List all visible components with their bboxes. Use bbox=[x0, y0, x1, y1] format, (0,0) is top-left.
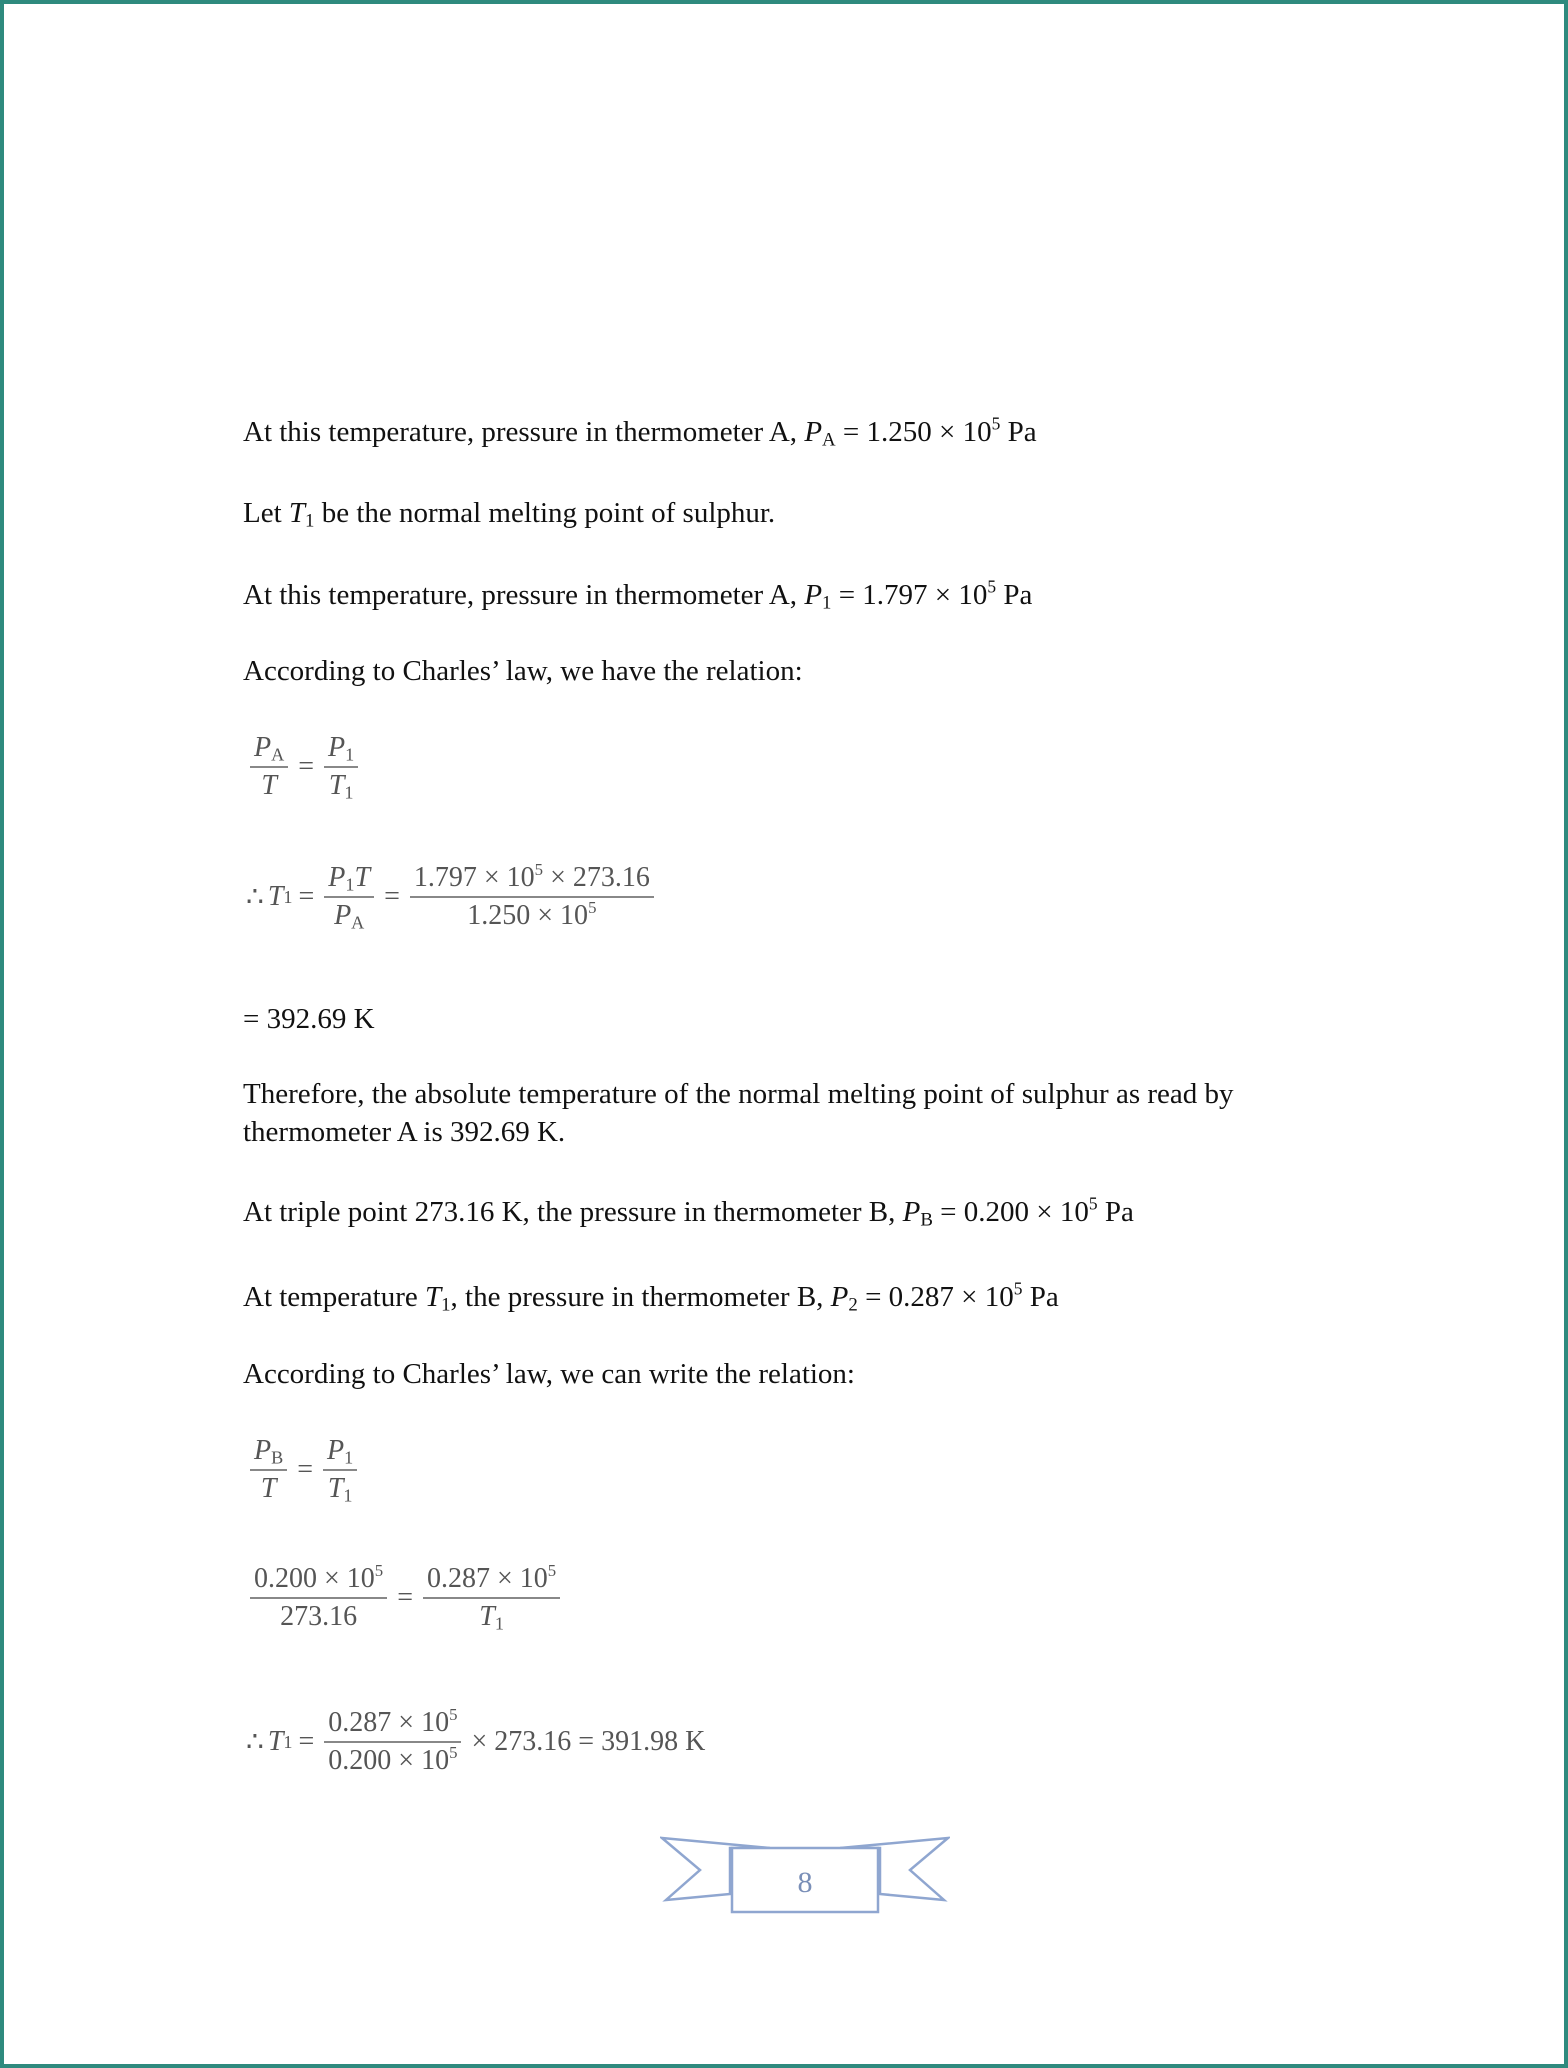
text: = 0.200 × 10 bbox=[932, 1196, 1089, 1228]
var: T bbox=[354, 862, 371, 893]
result-t1-a: = 392.69 K bbox=[243, 1003, 375, 1035]
var: P bbox=[327, 1435, 345, 1466]
var: P bbox=[328, 862, 346, 893]
text: Pa bbox=[1022, 1281, 1059, 1313]
text: 1.797 × 10 bbox=[413, 862, 535, 893]
paragraph-let-t1 bbox=[243, 494, 775, 532]
sup: 5 bbox=[449, 1705, 458, 1725]
equals: = bbox=[297, 1454, 314, 1485]
var: P bbox=[328, 732, 346, 763]
fraction bbox=[324, 1707, 461, 1777]
text: Pa bbox=[1097, 1196, 1134, 1228]
var: P bbox=[254, 1435, 272, 1466]
equals: = bbox=[298, 881, 315, 912]
var: T bbox=[260, 1473, 277, 1504]
sub: B bbox=[271, 1447, 284, 1468]
var: P bbox=[334, 900, 352, 931]
text: At this temperature, pressure in thermometer A, bbox=[243, 579, 805, 611]
var: P bbox=[804, 579, 823, 611]
fraction bbox=[423, 1563, 560, 1633]
equation-substitution bbox=[246, 1563, 564, 1633]
text: Pa bbox=[996, 579, 1033, 611]
sub: 1 bbox=[494, 1613, 504, 1634]
fraction bbox=[323, 1435, 357, 1505]
var: P bbox=[254, 732, 272, 763]
text: = 0.287 × 10 bbox=[857, 1281, 1014, 1313]
var: P bbox=[902, 1196, 921, 1228]
sup: 5 bbox=[588, 898, 597, 918]
equation-solve-t1-b: ∴ T 1 = $\frac{0.287 \times 10^5}{0.200 \times 10^5}$ × 273.16 = 391.98 K bbox=[246, 1705, 706, 1776]
sub: 1 bbox=[822, 592, 832, 614]
sup: 5 bbox=[1013, 1278, 1023, 1299]
sub: 1 bbox=[344, 1447, 354, 1468]
text: 0.200 × 10 bbox=[254, 1563, 375, 1594]
paragraph-pa bbox=[243, 413, 1037, 451]
var: P bbox=[830, 1281, 849, 1313]
paragraph-p1 bbox=[243, 576, 1032, 614]
sub: A bbox=[271, 744, 285, 765]
text: 273.16 bbox=[280, 1601, 358, 1632]
sub: 1 bbox=[305, 510, 315, 532]
therefore-symbol: ∴ bbox=[246, 1727, 264, 1758]
text: At triple point 273.16 K, the pressure in thermometer B, bbox=[243, 1196, 903, 1228]
text: 0.287 × 10 bbox=[328, 1707, 450, 1738]
sup: 5 bbox=[1088, 1193, 1098, 1214]
sub: 2 bbox=[848, 1294, 858, 1316]
sup: 5 bbox=[449, 1743, 458, 1763]
fraction bbox=[250, 732, 288, 802]
fraction bbox=[250, 1563, 387, 1633]
text: 1.250 × 10 bbox=[467, 900, 589, 931]
var: T bbox=[267, 881, 284, 912]
sub: 1 bbox=[344, 782, 354, 803]
text: Let bbox=[243, 497, 289, 529]
fraction bbox=[410, 862, 654, 932]
var: T bbox=[424, 1281, 442, 1313]
text: = 1.250 × 10 bbox=[835, 416, 992, 448]
paragraph-p2 bbox=[243, 1278, 1059, 1316]
text: be the normal melting point of sulphur. bbox=[314, 497, 776, 529]
var: T bbox=[261, 770, 277, 801]
var: P bbox=[804, 416, 823, 448]
paragraph-charles-1: According to Charles’ law, we have the relation: bbox=[243, 655, 803, 687]
sub: B bbox=[920, 1209, 933, 1231]
text: At this temperature, pressure in thermometer A, bbox=[243, 416, 805, 448]
sub: A bbox=[822, 429, 836, 451]
text: , the pressure in thermometer B, bbox=[450, 1281, 831, 1313]
result-text: × 273.16 = 391.98 K bbox=[471, 1726, 706, 1757]
var: T bbox=[327, 1473, 344, 1504]
sub: 1 bbox=[441, 1294, 451, 1316]
page-number-ribbon bbox=[660, 1834, 950, 1918]
sup: 5 bbox=[547, 1561, 557, 1581]
text: = 1.797 × 10 bbox=[831, 579, 988, 611]
equals: = bbox=[298, 751, 315, 782]
equals: = bbox=[384, 881, 400, 912]
sub: A bbox=[351, 912, 365, 933]
sup: 5 bbox=[991, 413, 1001, 434]
var: T bbox=[479, 1601, 495, 1632]
sub: 1 bbox=[343, 1485, 353, 1506]
equation-pa-over-t bbox=[246, 732, 362, 802]
text: × 273.16 bbox=[543, 862, 650, 893]
sub: 1 bbox=[345, 744, 355, 765]
paragraph-pb bbox=[243, 1193, 1134, 1231]
text: Pa bbox=[1000, 416, 1037, 448]
paragraph-therefore-l2: thermometer A is 392.69 K. bbox=[243, 1116, 566, 1148]
sup: 5 bbox=[987, 576, 997, 597]
text: At temperature bbox=[243, 1281, 425, 1313]
equation-pb-over-t bbox=[246, 1435, 361, 1505]
equals: = bbox=[298, 1726, 315, 1757]
fraction bbox=[324, 732, 358, 802]
text: 0.287 × 10 bbox=[426, 1563, 548, 1594]
fraction bbox=[324, 862, 374, 932]
fraction bbox=[250, 1435, 287, 1505]
var: T bbox=[288, 497, 306, 529]
paragraph-therefore-l1: Therefore, the absolute temperature of the normal melting point of sulphur as read by bbox=[243, 1078, 1234, 1110]
page-number: 8 bbox=[797, 1866, 813, 1899]
paragraph-charles-2: According to Charles’ law, we can write the relation: bbox=[243, 1358, 855, 1390]
text: 0.200 × 10 bbox=[328, 1745, 450, 1776]
sup: 5 bbox=[374, 1561, 384, 1581]
sub: 1 bbox=[345, 874, 355, 895]
var: T bbox=[328, 770, 345, 801]
equals: = bbox=[397, 1582, 413, 1613]
equation-solve-t1-a: ∴ T 1 = $\frac{P_1T}{P_A}$ = $\frac{1.797 \times 10^5 \times 273.16}{1.250 \times 10^5}$ bbox=[246, 862, 658, 932]
therefore-symbol: ∴ bbox=[246, 882, 264, 913]
sup: 5 bbox=[534, 860, 544, 880]
var: T bbox=[267, 1726, 284, 1757]
